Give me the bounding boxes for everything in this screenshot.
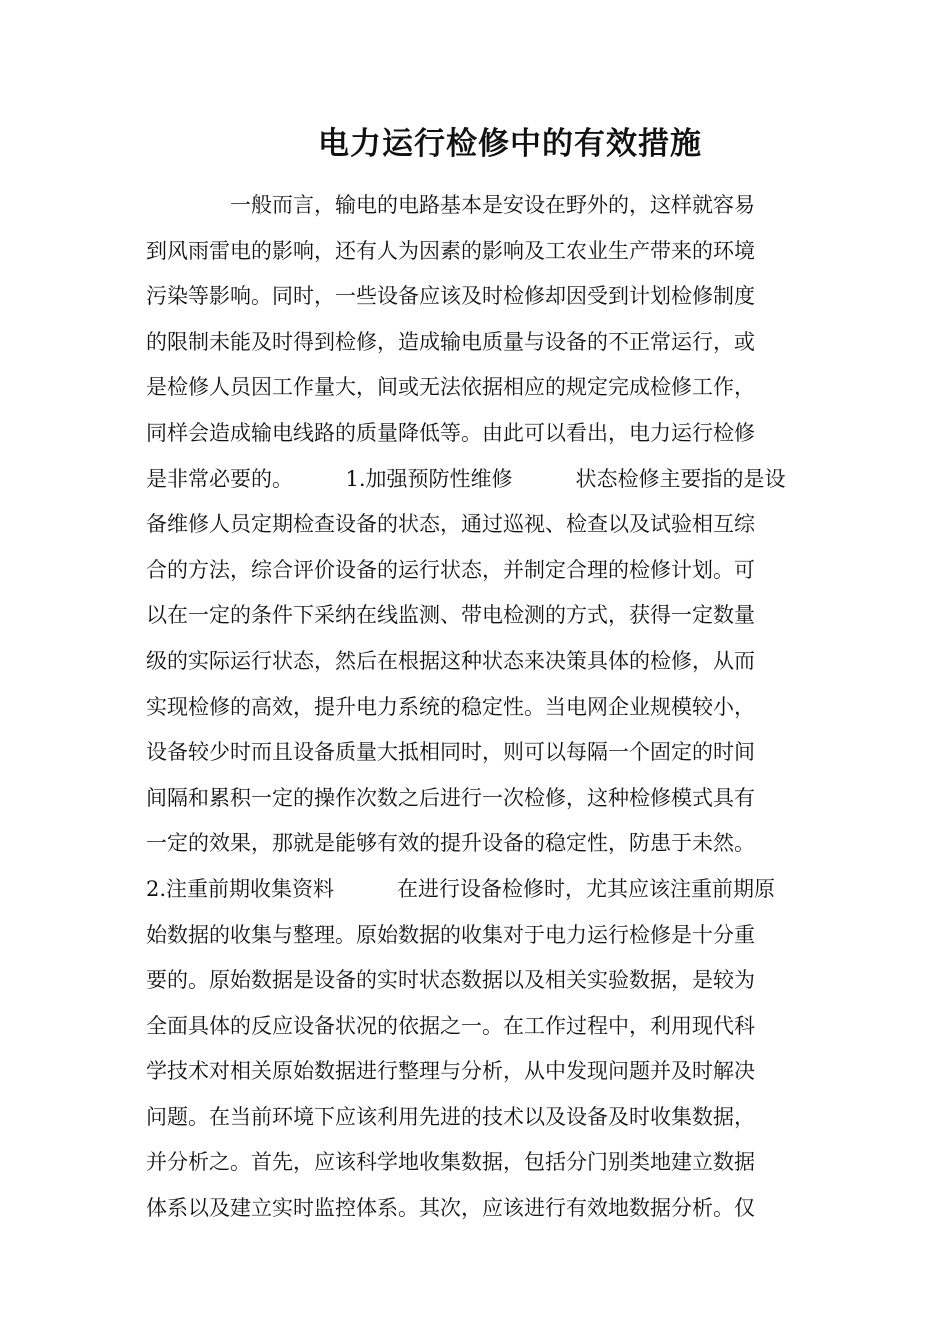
body-line: 一定的效果，那就是能够有效的提升设备的稳定性，防患于未然。 xyxy=(146,831,755,856)
body-line: 污染等影响。同时，一些设备应该及时检修却因受到计划检修制度 xyxy=(146,284,755,309)
body-line: 备维修人员定期检查设备的状态，通过巡视、检查以及试验相互综 xyxy=(146,512,755,537)
body-line: 全面具体的反应设备状况的依据之一。在工作过程中，利用现代科 xyxy=(146,1013,755,1038)
document-title: 电力运行检修中的有效措施 xyxy=(318,126,702,162)
body-line: 是检修人员因工作量大，间或无法依据相应的规定完成检修工作， xyxy=(146,375,755,400)
body-line: 的限制未能及时得到检修，造成输电质量与设备的不正常运行，或 xyxy=(146,329,755,354)
body-line: 级的实际运行状态，然后在根据这种状态来决策具体的检修，从而 xyxy=(146,648,755,673)
body-line: 2.注重前期收集资料 在进行设备检修时，尤其应该注重前期原 xyxy=(146,876,776,901)
body-line: 并分析之。首先，应该科学地收集数据，包括分门别类地建立数据 xyxy=(146,1150,755,1175)
body-line: 合的方法，综合评价设备的运行状态，并制定合理的检修计划。可 xyxy=(146,557,755,582)
body-line: 体系以及建立实时监控体系。其次，应该进行有效地数据分析。仅 xyxy=(146,1196,755,1221)
body-line: 设备较少时而且设备质量大抵相同时，则可以每隔一个固定的时间 xyxy=(146,740,755,765)
body-line: 问题。在当前环境下应该利用先进的技术以及设备及时收集数据， xyxy=(146,1104,755,1129)
body-line: 学技术对相关原始数据进行整理与分析，从中发现问题并及时解决 xyxy=(146,1059,755,1084)
body-line: 到风雨雷电的影响，还有人为因素的影响及工农业生产带来的环境 xyxy=(146,238,755,263)
body-line: 同样会造成输电线路的质量降低等。由此可以看出，电力运行检修 xyxy=(146,420,755,445)
body-line: 要的。原始数据是设备的实时状态数据以及相关实验数据，是较为 xyxy=(146,968,755,993)
body-line: 是非常必要的。 1.加强预防性维修 状态检修主要指的是设 xyxy=(146,466,786,491)
body-line: 始数据的收集与整理。原始数据的收集对于电力运行检修是十分重 xyxy=(146,922,755,947)
body-line: 实现检修的高效，提升电力系统的稳定性。当电网企业规模较小， xyxy=(146,694,755,719)
body-line: 一般而言，输电的电路基本是安设在野外的，这样就容易 xyxy=(146,193,755,217)
document-body xyxy=(146,183,806,1232)
body-line: 间隔和累积一定的操作次数之后进行一次检修，这种检修模式具有 xyxy=(146,785,755,810)
body-line: 以在一定的条件下采纳在线监测、带电检测的方式，获得一定数量 xyxy=(146,603,755,628)
